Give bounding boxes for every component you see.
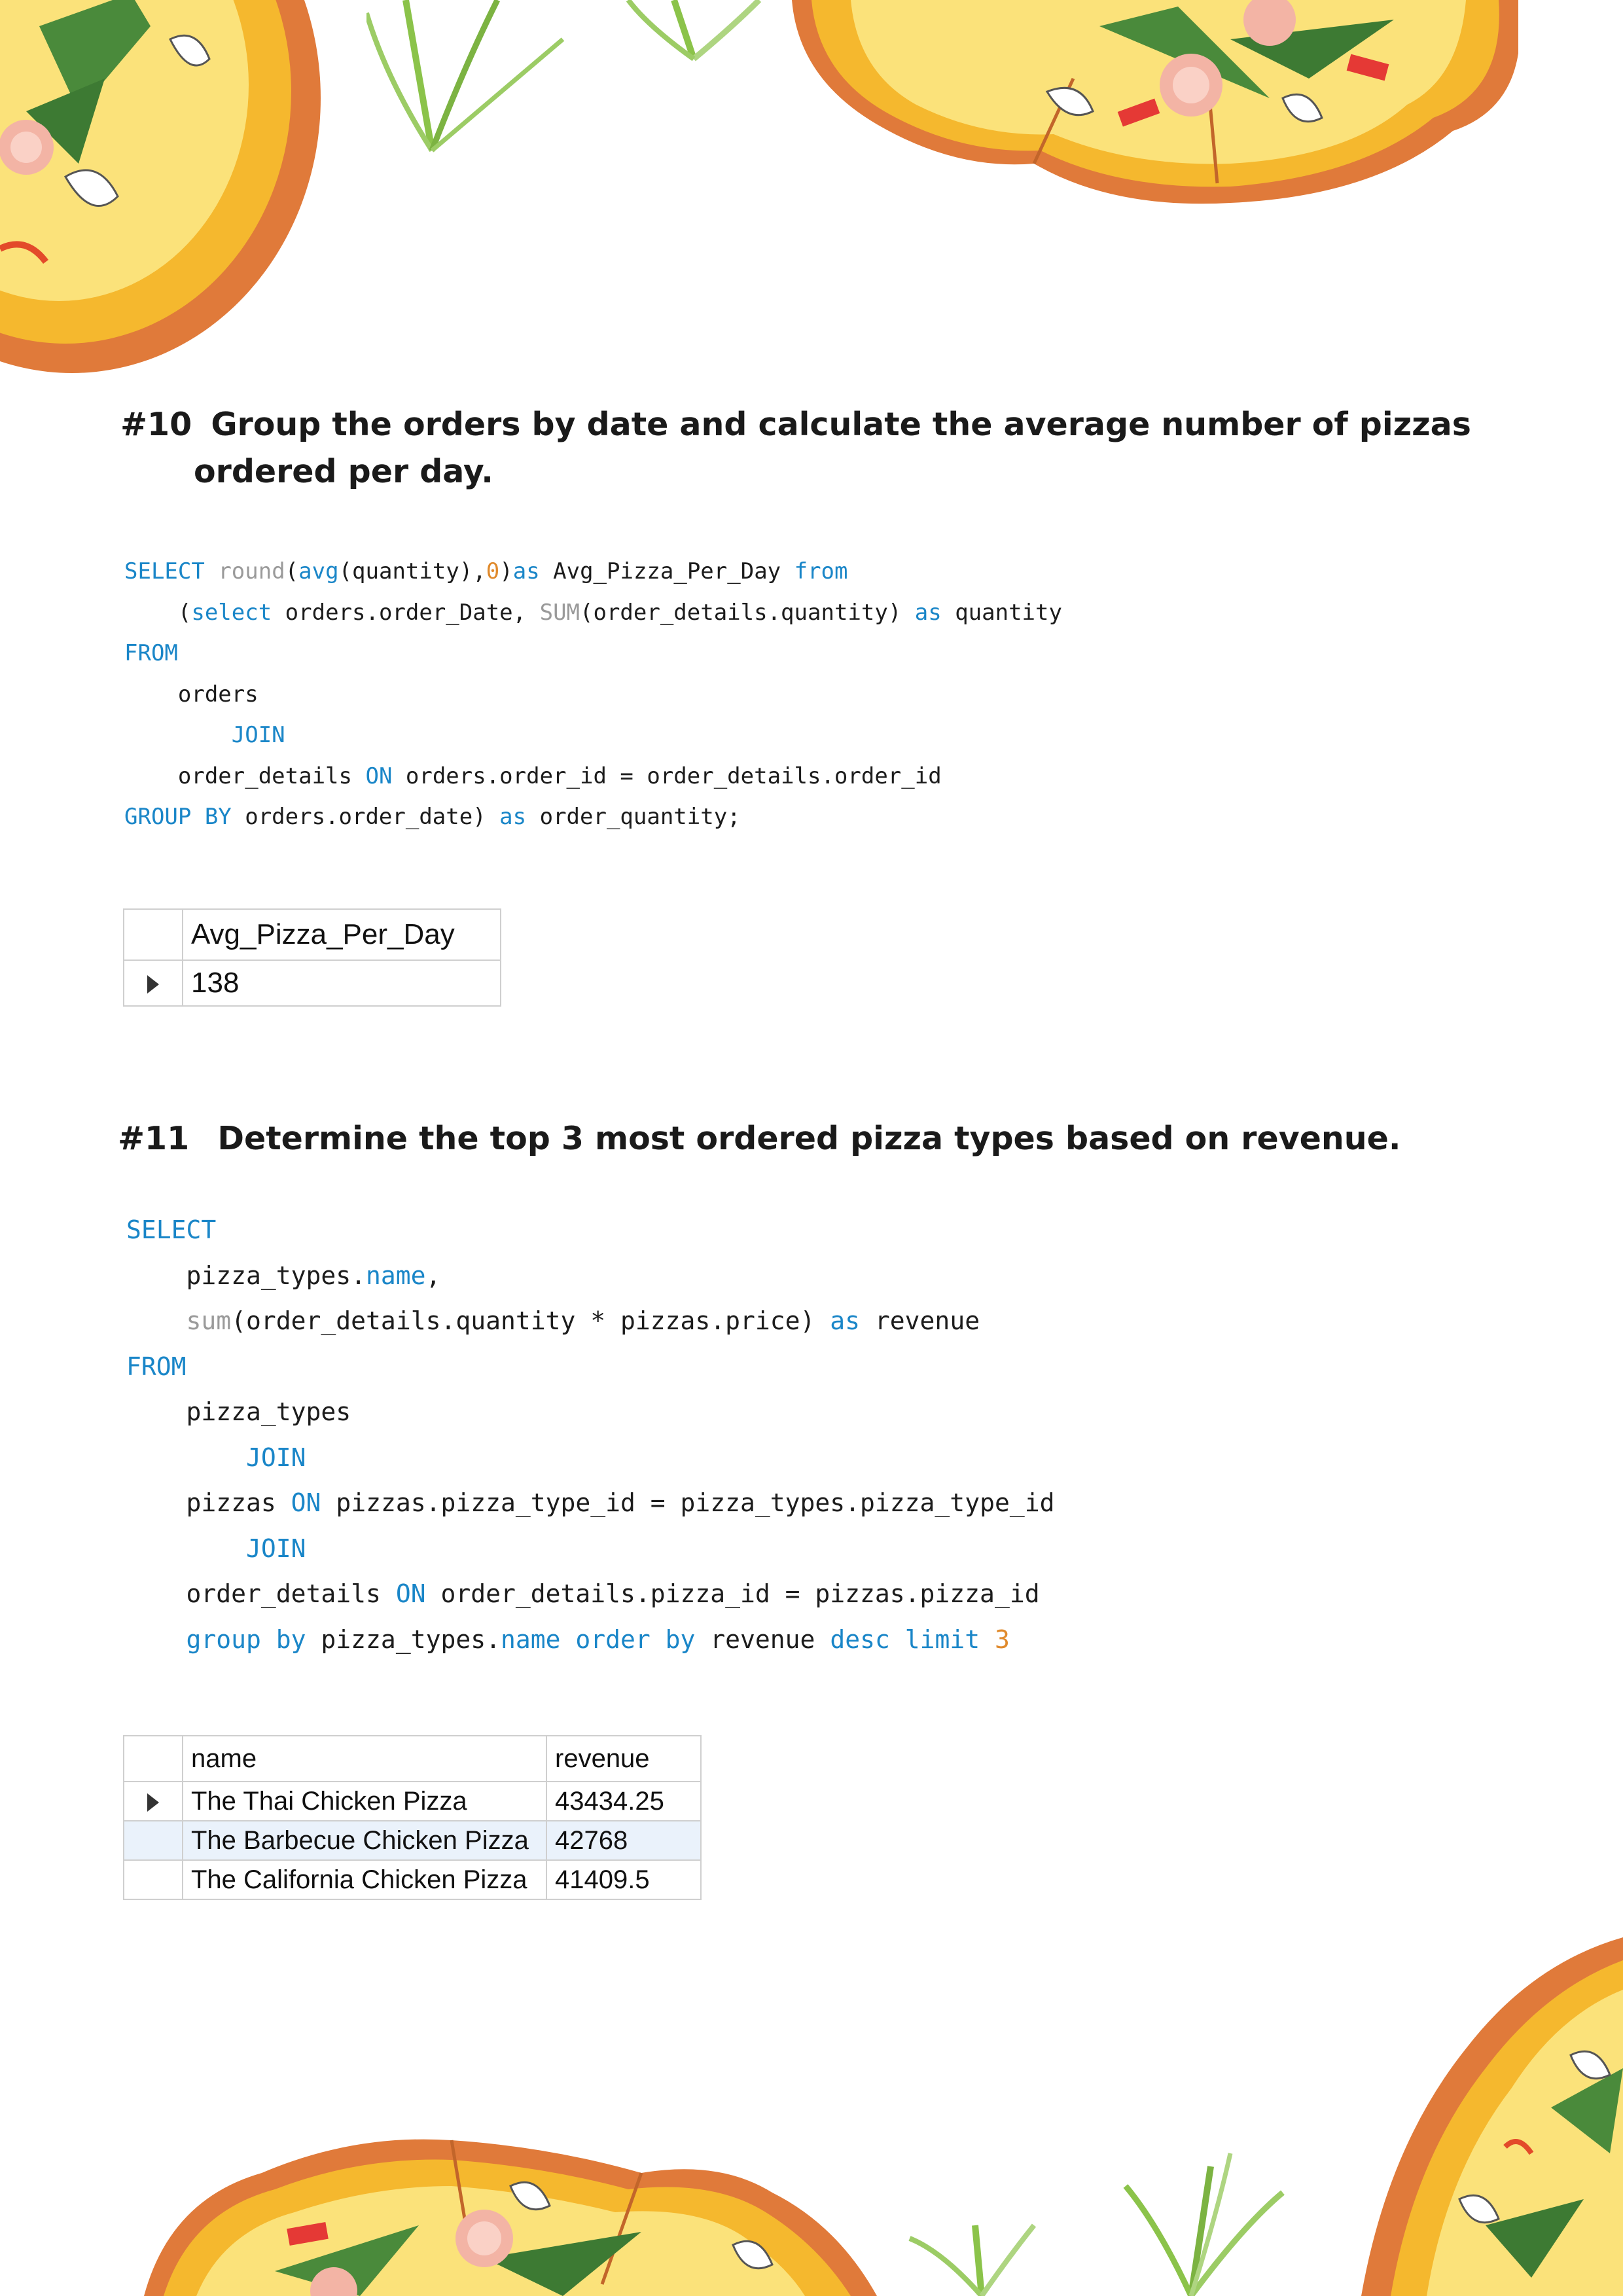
table-row[interactable] — [124, 1821, 701, 1860]
code-token: ON — [291, 1488, 321, 1517]
code-line — [124, 558, 848, 584]
column-header-avg-pizza-per-day[interactable]: Avg_Pizza_Per_Day — [183, 909, 501, 960]
q11-heading — [118, 1115, 1558, 1162]
code-token — [205, 558, 218, 584]
leaf-illustration-bottom — [903, 2147, 1296, 2296]
row-selector[interactable] — [124, 960, 183, 1006]
cell-name[interactable]: The Barbecue Chicken Pizza — [183, 1821, 546, 1860]
code-token: (order_details.quantity) — [580, 599, 915, 626]
code-token — [560, 1625, 575, 1654]
code-token: SELECT — [124, 558, 205, 584]
code-token: pizza_types — [126, 1397, 351, 1426]
code-token: order_details — [126, 1579, 396, 1608]
cell-avg-pizza-per-day[interactable]: 138 — [183, 960, 501, 1006]
code-token: ON — [365, 762, 393, 789]
code-token: name — [366, 1261, 426, 1290]
code-token: pizza_types. — [306, 1624, 501, 1654]
q10-heading — [120, 401, 1560, 495]
code-token: JOIN — [124, 722, 285, 748]
q10-title: Group the orders by date and calculate the average number of pizzas — [211, 406, 1471, 443]
code-token: orders.order_date) — [231, 804, 500, 830]
code-token: as — [512, 558, 540, 584]
code-token: as — [830, 1306, 861, 1335]
cell-name[interactable]: The Thai Chicken Pizza — [183, 1782, 546, 1821]
code-line — [126, 1625, 1010, 1654]
code-token: orders — [124, 681, 259, 708]
pizza-illustration-bottom-right — [1335, 1937, 1623, 2296]
code-line — [126, 1579, 1040, 1608]
code-token: (order_details.quantity * pizzas.price) — [231, 1306, 830, 1335]
code-token: order_details.pizza_id = pizzas.pizza_id — [425, 1579, 1040, 1608]
pizza-illustration-top-right — [772, 0, 1518, 209]
code-token: JOIN — [126, 1534, 306, 1563]
code-token: pizza_types. — [126, 1261, 366, 1290]
cell-revenue[interactable]: 41409.5 — [546, 1860, 701, 1899]
table-row[interactable] — [124, 960, 501, 1006]
code-token: desc — [830, 1624, 890, 1654]
code-token: quantity — [941, 599, 1062, 626]
pizza-illustration-top-left — [0, 0, 340, 380]
cell-revenue[interactable]: 43434.25 — [546, 1782, 701, 1821]
table-row[interactable] — [124, 1782, 701, 1821]
code-token: 3 — [995, 1624, 1010, 1654]
code-token: FROM — [124, 640, 178, 666]
q11-sql-query — [126, 1215, 1239, 1674]
code-token: sum — [186, 1306, 232, 1335]
code-token: 0 — [486, 558, 500, 584]
row-pointer-icon — [147, 1793, 159, 1812]
q11-title: Determine the top 3 most ordered pizza types based on revenue. — [217, 1120, 1401, 1157]
code-token: Avg_Pizza_Per_Day — [539, 558, 794, 584]
code-line — [126, 1306, 980, 1335]
code-token: order by — [575, 1624, 696, 1654]
code-line — [124, 804, 741, 830]
q11-number: #11 — [118, 1120, 190, 1157]
column-header-name[interactable]: name — [183, 1736, 546, 1782]
row-selector[interactable] — [124, 1821, 183, 1860]
code-token: revenue — [695, 1624, 830, 1654]
code-line — [124, 722, 285, 748]
code-line — [126, 1261, 440, 1290]
code-token: from — [794, 558, 848, 584]
table-row[interactable] — [124, 1860, 701, 1899]
code-token: name — [500, 1624, 561, 1654]
code-token: ( — [124, 599, 192, 626]
code-token: ) — [499, 558, 513, 584]
code-token: orders.order_Date, — [272, 599, 540, 626]
pizza-illustration-bottom-left — [144, 2127, 903, 2296]
code-token: limit — [904, 1624, 980, 1654]
code-token: group by — [186, 1624, 306, 1654]
grid-corner — [124, 909, 183, 960]
code-line — [126, 1488, 1054, 1517]
code-token: (quantity), — [338, 558, 486, 584]
code-token: GROUP BY — [124, 804, 232, 830]
code-token: avg — [298, 558, 339, 584]
q11-result-grid — [123, 1735, 702, 1900]
code-token: ON — [395, 1579, 426, 1608]
code-line — [124, 600, 1062, 626]
code-line — [126, 1443, 306, 1472]
code-line — [126, 1352, 187, 1381]
grid-corner — [124, 1736, 183, 1782]
q10-result-grid — [123, 908, 501, 1007]
code-token: order_quantity; — [526, 804, 741, 830]
leaf-illustration-top — [366, 0, 798, 157]
code-token: JOIN — [126, 1443, 306, 1472]
code-line — [124, 763, 942, 789]
row-selector[interactable] — [124, 1860, 183, 1899]
row-selector[interactable] — [124, 1782, 183, 1821]
q10-sql-query — [124, 558, 1237, 846]
code-token — [980, 1625, 995, 1654]
cell-name[interactable]: The California Chicken Pizza — [183, 1860, 546, 1899]
code-token: pizzas.pizza_type_id = pizza_types.pizza_type_id — [321, 1488, 1055, 1517]
code-line — [126, 1397, 351, 1426]
code-token: as — [914, 599, 942, 626]
code-token: , — [425, 1261, 441, 1290]
code-line — [126, 1534, 306, 1563]
code-token — [890, 1625, 905, 1654]
code-token: SUM — [539, 599, 580, 626]
code-token: select — [191, 599, 272, 626]
q10-number: #10 — [120, 406, 192, 443]
code-token: revenue — [860, 1306, 980, 1335]
code-token: pizzas — [126, 1488, 291, 1517]
code-token: round — [218, 558, 285, 584]
code-token: SELECT — [126, 1215, 217, 1244]
code-token — [126, 1625, 187, 1654]
column-header-revenue[interactable]: revenue — [546, 1736, 701, 1782]
code-line — [126, 1215, 216, 1244]
cell-revenue[interactable]: 42768 — [546, 1821, 701, 1860]
code-token: order_details — [124, 762, 366, 789]
code-token: as — [499, 804, 527, 830]
code-token: orders.order_id = order_details.order_id — [392, 762, 942, 789]
q10-title-continued: ordered per day. — [194, 453, 493, 490]
code-line — [124, 681, 259, 708]
row-pointer-icon — [147, 975, 159, 994]
code-line — [124, 640, 178, 666]
code-token: FROM — [126, 1352, 187, 1381]
code-token — [126, 1306, 187, 1335]
code-token: ( — [285, 558, 299, 584]
